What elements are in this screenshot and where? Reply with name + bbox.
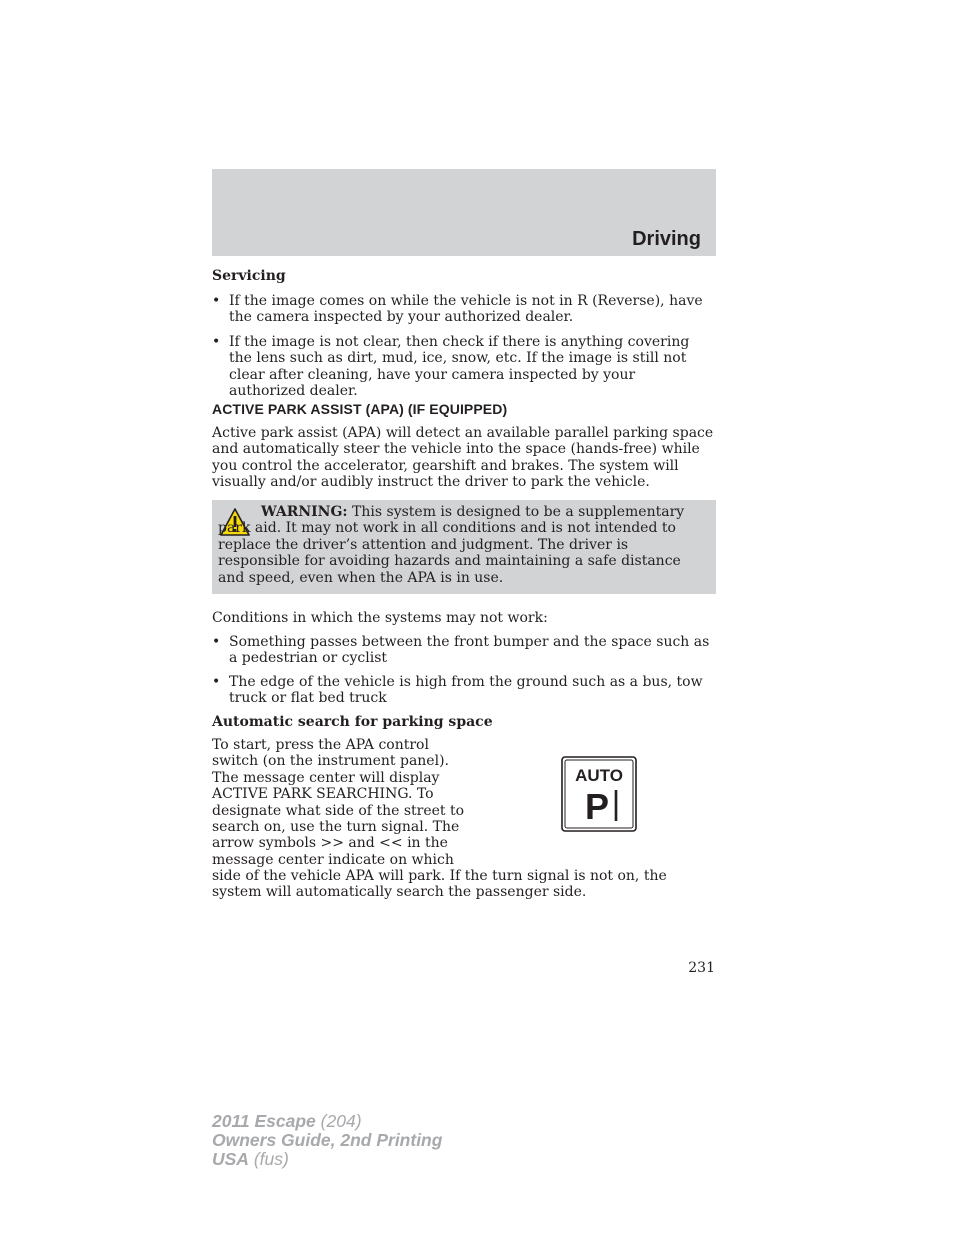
paragraph-line: arrow symbols >> and << in the	[212, 835, 448, 852]
list-item-text: If the image comes on while the vehicle is not in R (Reverse), have the camera inspected by your authorized dealer.	[229, 293, 703, 326]
page-number: 231	[688, 960, 715, 976]
bullet-icon: •	[212, 634, 221, 650]
warning-label: WARNING:	[261, 504, 348, 520]
apa-heading: ACTIVE PARK ASSIST (APA) (IF EQUIPPED)	[212, 401, 508, 417]
apa-auto-park-icon	[561, 756, 637, 832]
section-title: Driving	[632, 228, 701, 250]
auto-search-heading: Automatic search for parking space	[212, 714, 493, 730]
warning-box	[212, 500, 716, 594]
footer	[212, 1112, 442, 1169]
paragraph-line: switch (on the instrument panel).	[212, 753, 449, 770]
footer-model-code: (204)	[320, 1111, 362, 1131]
warning-body: This system is designed to be a supplementary park aid. It may not work in all conditions and is not intended to replace the driver’s attention and judgment. The driver is responsible for avoiding hazards and maintaining a safe distance and speed, even when the APA is in use.	[218, 504, 685, 586]
footer-line-3	[212, 1150, 442, 1169]
conditions-intro: Conditions in which the systems may not work:	[212, 610, 548, 626]
footer-line-2	[212, 1131, 442, 1150]
bullet-icon: •	[212, 293, 221, 309]
list-item-text: Something passes between the front bumper and the space such as a pedestrian or cyclist	[229, 634, 710, 667]
apa-icon-auto-label: AUTO	[575, 766, 623, 785]
footer-guide: Owners Guide, 2nd Printing	[212, 1130, 443, 1150]
bullet-icon: •	[212, 674, 221, 690]
list-item-text: If the image is not clear, then check if there is anything covering the lens such as dirt, mud, ice, snow, etc. If the image is still not clear after cleaning, have your camera inspected by your authorized dealer.	[229, 334, 690, 400]
section-header-band	[212, 169, 716, 256]
paragraph-line: search on, use the turn signal. The	[212, 819, 460, 836]
paragraph-line: To start, press the APA control	[212, 737, 429, 753]
footer-model: 2011 Escape	[212, 1111, 316, 1131]
paragraph-line: The message center will display	[212, 769, 440, 786]
apa-icon-p-letter: P	[584, 786, 610, 827]
paragraph-line: message center indicate on which	[212, 851, 454, 868]
list-item-text: The edge of the vehicle is high from the ground such as a bus, tow truck or flat bed truck	[229, 674, 703, 707]
footer-line-1	[212, 1112, 442, 1131]
servicing-heading: Servicing	[212, 268, 286, 284]
bullet-icon: •	[212, 334, 221, 350]
footer-market: USA	[212, 1149, 249, 1169]
auto-search-continuation: side of the vehicle APA will park. If the turn signal is not on, the system will automatically search the passenger side.	[212, 868, 667, 901]
footer-market-code: (fus)	[253, 1149, 289, 1169]
paragraph-line: ACTIVE PARK SEARCHING. To	[212, 786, 434, 803]
paragraph-line: designate what side of the street to	[212, 802, 465, 819]
auto-search-paragraph	[212, 737, 512, 868]
apa-intro-paragraph: Active park assist (APA) will detect an available parallel parking space and automatically steer the vehicle into the space (hands-free) while you control the accelerator, gearshift and brakes. The system will visually and/or audibly instruct the driver to park the vehicle.	[212, 425, 714, 491]
warning-text	[218, 504, 708, 586]
